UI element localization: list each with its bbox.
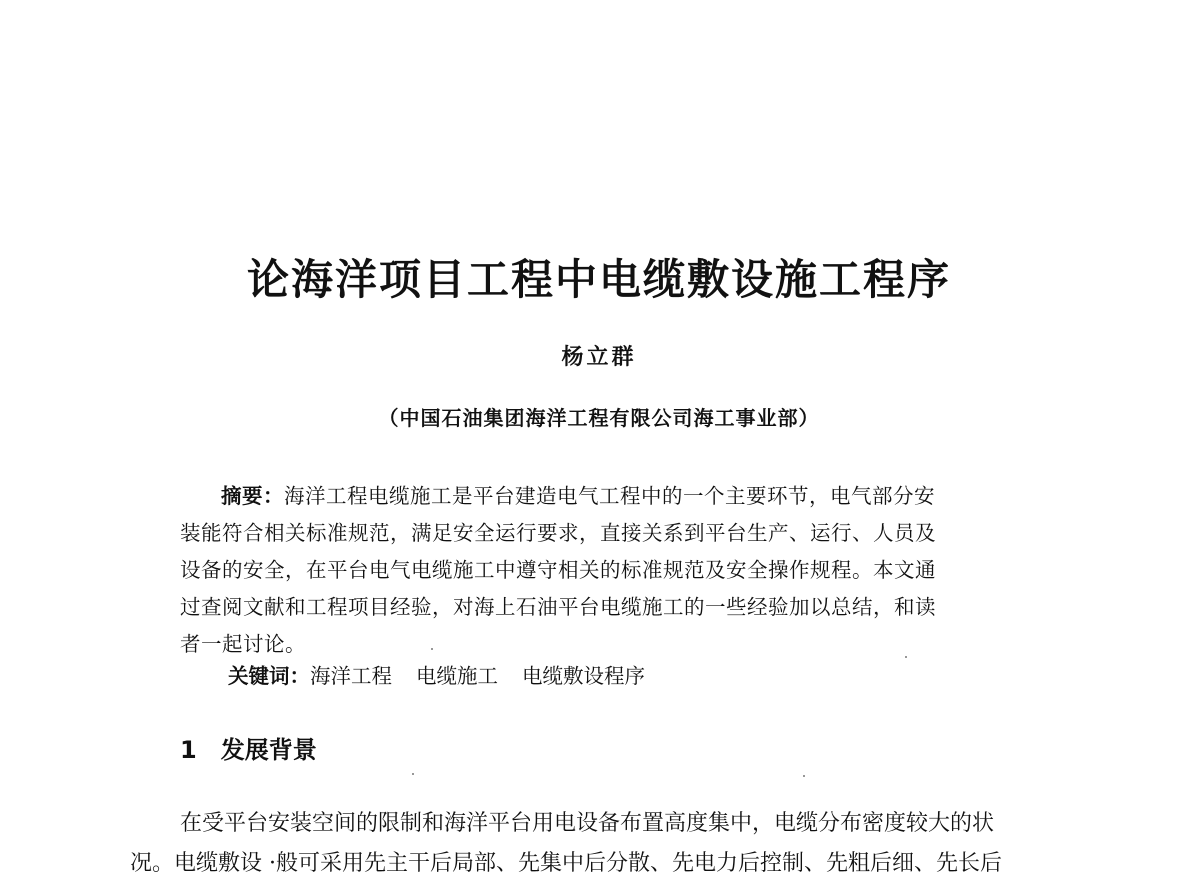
scan-speck <box>905 656 907 658</box>
keywords-label: 关键词： <box>228 664 310 688</box>
keyword: 电缆敷设程序 <box>522 664 645 688</box>
section-title: 发展背景 <box>220 736 317 764</box>
body-line: 况。电缆敷设 ·般可采用先主干后局部、先集中后分散、先电力后控制、先粗后细、先长后 <box>130 851 1002 876</box>
author-name: 杨立群 <box>561 344 637 370</box>
paper-title: 论海洋项目工程中电缆敷设施工程序 <box>246 255 951 304</box>
section-number: 1 <box>180 736 197 764</box>
body-line: 在受平台安装空间的限制和海洋平台用电设备布置高度集中，电缆分布密度较大的状 <box>180 811 995 836</box>
abstract-line: 过查阅文献和工程项目经验，对海上石油平台电缆施工的一些经验加以总结，和读 <box>180 595 936 619</box>
abstract-line: 者一起讨论。 <box>180 632 306 656</box>
abstract-line: 设备的安全，在平台电气电缆施工中遵守相关的标准规范及安全操作规程。本文通 <box>180 558 936 582</box>
keyword: 海洋工程 <box>310 664 392 688</box>
abstract <box>180 478 1050 663</box>
abstract-line: 装能符合相关标准规范，满足安全运行要求，直接关系到平台生产、运行、人员及 <box>180 521 936 545</box>
abstract-text: 海洋工程电缆施工是平台建造电气工程中的一个主要环节，电气部分安 <box>284 484 935 508</box>
abstract-line <box>180 478 1050 515</box>
author-affiliation: （中国石油集团海洋工程有限公司海工事业部） <box>378 406 820 430</box>
section-heading <box>180 730 317 770</box>
scan-speck <box>431 648 433 650</box>
body-paragraph <box>130 804 1100 884</box>
abstract-label: 摘要： <box>221 484 284 508</box>
scan-speck <box>412 773 414 775</box>
keyword: 电缆施工 <box>416 664 498 688</box>
scan-speck <box>803 775 805 777</box>
keywords <box>228 659 669 693</box>
